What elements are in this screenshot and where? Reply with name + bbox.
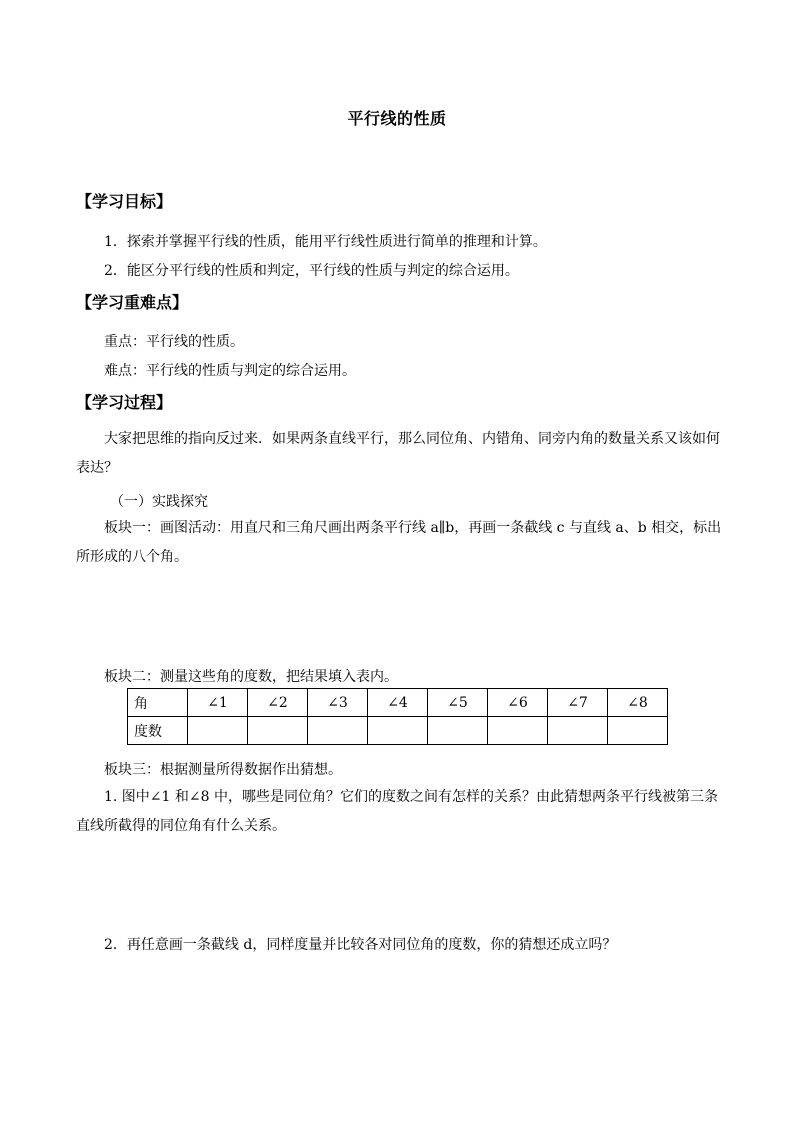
page-title: 平行线的性质 xyxy=(347,109,447,128)
process-intro: 大家把思维的指向反过来．如果两条直线平行，那么同位角、内错角、同旁内角的数量关系又该如何表达？ xyxy=(76,431,720,476)
angle-1-header: ∠1 xyxy=(188,689,248,717)
question-2: 2．再任意画一条截线 d，同样度量并比较各对同位角的度数，你的猜想还成立吗？ xyxy=(104,937,617,953)
angle-2-header: ∠2 xyxy=(248,689,308,717)
angle-3-header: ∠3 xyxy=(308,689,368,717)
angle-5-header: ∠5 xyxy=(428,689,488,717)
angle-6-header: ∠6 xyxy=(488,689,548,717)
degree-cell-8[interactable] xyxy=(608,717,668,745)
degree-cell-3[interactable] xyxy=(308,717,368,745)
table-row xyxy=(128,689,668,717)
process-subheading: （一）实践探究 xyxy=(110,494,208,510)
table-row-label-degrees: 度数 xyxy=(128,717,188,745)
objective-item-2: 2．能区分平行线的性质和判定，平行线的性质与判定的综合运用。 xyxy=(104,263,519,279)
table-row-label-angle: 角 xyxy=(128,689,188,717)
objective-item-1: 1．探索并掌握平行线的性质，能用平行线性质进行简单的推理和计算。 xyxy=(104,234,547,250)
section-heading-key-points: 【学习重难点】 xyxy=(76,293,189,312)
key-point-item-2: 难点：平行线的性质与判定的综合运用。 xyxy=(104,363,356,379)
degree-cell-2[interactable] xyxy=(248,717,308,745)
angle-8-header: ∠8 xyxy=(608,689,668,717)
angle-measure-table xyxy=(127,688,668,745)
block-1-text: 板块一：画图活动：用直尺和三角尺画出两条平行线 a∥b，再画一条截线 c 与直线 a、b 相交，标出所形成的八个角。 xyxy=(76,520,722,565)
degree-cell-6[interactable] xyxy=(488,717,548,745)
degree-cell-1[interactable] xyxy=(188,717,248,745)
question-1: 1. 图中∠1 和∠8 中，哪些是同位角？它们的度数之间有怎样的关系？由此猜想两条平行线被第三条直线所截得的同位角有什么关系。 xyxy=(76,789,718,834)
key-point-item-1: 重点：平行线的性质。 xyxy=(104,334,244,350)
angle-4-header: ∠4 xyxy=(368,689,428,717)
degree-cell-4[interactable] xyxy=(368,717,428,745)
block-3-text: 板块三：根据测量所得数据作出猜想。 xyxy=(104,762,342,778)
degree-cell-7[interactable] xyxy=(548,717,608,745)
angle-7-header: ∠7 xyxy=(548,689,608,717)
section-heading-process: 【学习过程】 xyxy=(76,393,173,412)
degree-cell-5[interactable] xyxy=(428,717,488,745)
section-heading-objectives: 【学习目标】 xyxy=(76,192,173,211)
block-2-text: 板块二：测量这些角的度数，把结果填入表内。 xyxy=(104,669,398,685)
table-row xyxy=(128,717,668,745)
